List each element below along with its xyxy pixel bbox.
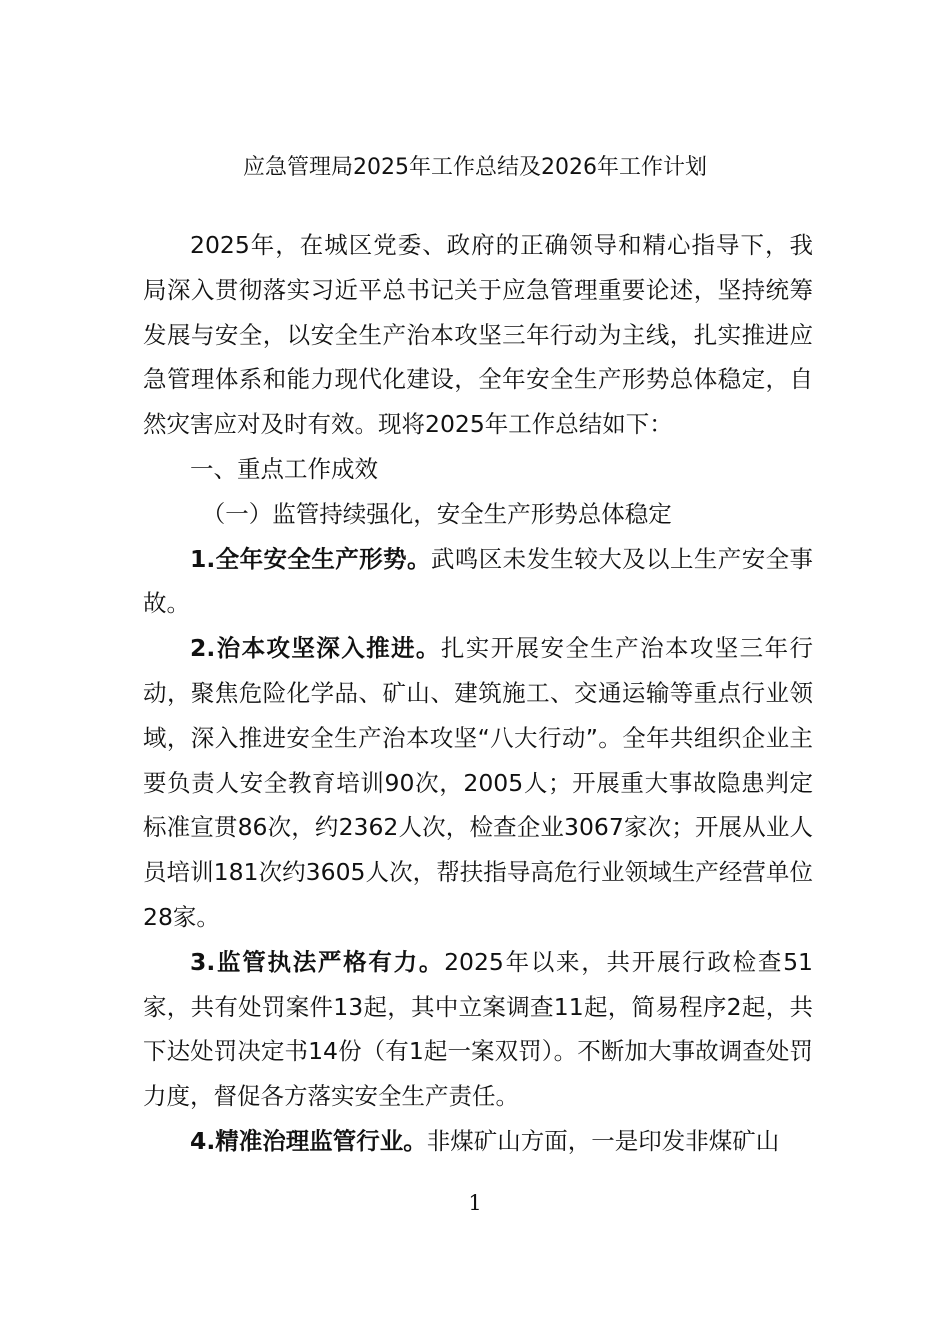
item-text-3: 2025年以来，共开展行政检查51家，共有处罚案件13起，其中立案调查11起，简易程序2起，共下达处罚决定书14份（有1起一案双罚）。不断加大事故调查处罚力度，督促各方落实安全生产责任。: [143, 947, 813, 1111]
document-body: [143, 223, 813, 1164]
intro-paragraph: 2025年，在城区党委、政府的正确领导和精心指导下，我局深入贯彻落实习近平总书记关于应急管理重要论述，坚持统筹发展与安全，以安全生产治本攻坚三年行动为主线，扎实推进应急管理体系和能力现代化建设，全年安全生产形势总体稳定，自然灾害应对及时有效。现将2025年工作总结如下：: [143, 231, 813, 439]
item-paragraph-2: [143, 626, 813, 940]
page-number: 1: [468, 1191, 482, 1215]
item-lead-3: 3.监管执法严格有力。: [190, 947, 445, 976]
document-title: 应急管理局2025年工作总结及2026年工作计划: [243, 155, 707, 180]
item-text-2: 扎实开展安全生产治本攻坚三年行动，聚焦危险化学品、矿山、建筑施工、交通运输等重点行业领域，深入推进安全生产治本攻坚“八大行动”。全年共组织企业主要负责人安全教育培训90次，2005人；开展重大事故隐患判定标准宣贯86次，约2362人次，检查企业3067家次；开展从业人员培训181次约3605人次，帮扶指导高危行业领域生产经营单位28家。: [143, 634, 813, 931]
item-text-1: 武鸣区未发生较大及以上生产安全事故。: [143, 544, 814, 618]
subsection-heading: （一）监管持续强化，安全生产形势总体稳定: [201, 499, 672, 528]
item-paragraph-4: [143, 1119, 813, 1164]
item-text-4: 非煤矿山方面，一是印发非煤矿山: [426, 1126, 780, 1155]
item-lead-4: 4.精准治理监管行业。: [190, 1126, 427, 1155]
item-paragraph-1: [143, 537, 813, 627]
item-lead-2: 2.治本攻坚深入推进。: [190, 634, 441, 663]
section-heading: 一、重点工作成效: [190, 454, 378, 483]
item-lead-1: 1.全年安全生产形势。: [190, 544, 431, 573]
item-paragraph-3: [143, 940, 813, 1119]
